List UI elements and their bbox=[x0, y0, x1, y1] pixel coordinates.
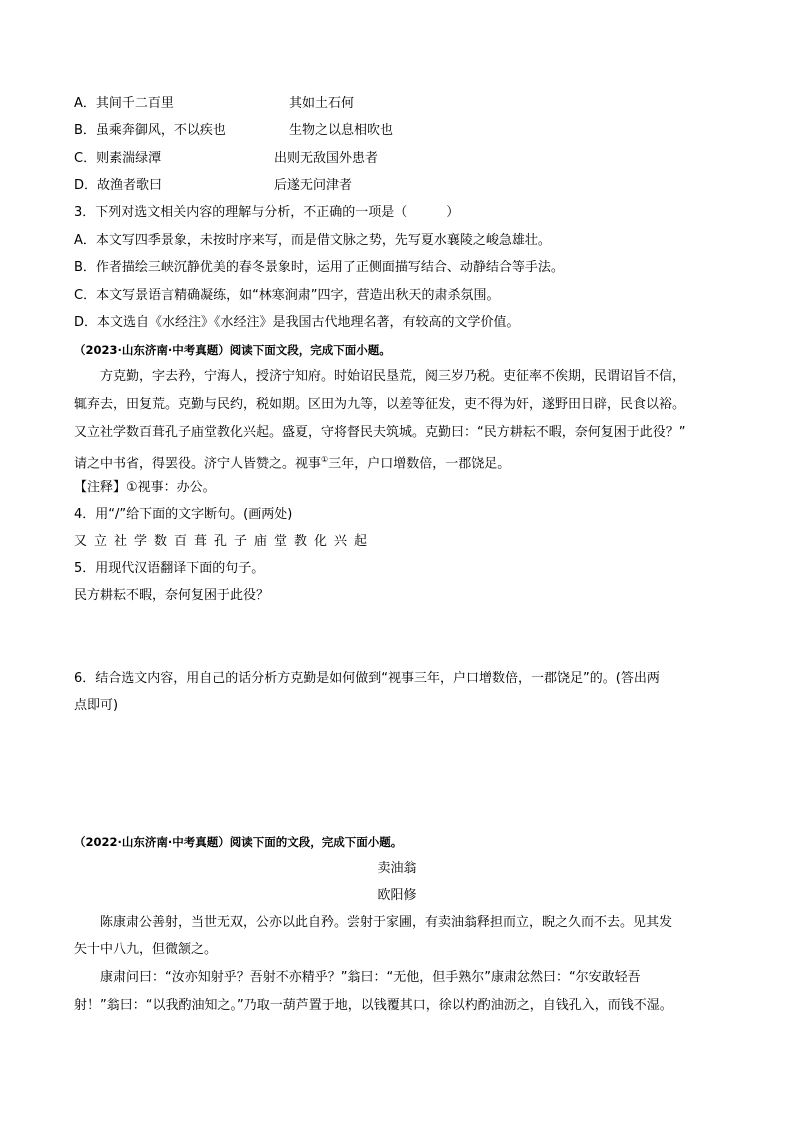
passage-2023-line-3: 又立社学数百葺孔子庙堂教化兴起。盛夏，守将督民夫筑城。克勤曰：“民方耕耘不暇，奈何复困于此役？” bbox=[74, 425, 686, 440]
q6-stem-line-1: 6．结合选文内容，用自己的话分析方克勤是如何做到“视事三年，户口增数倍，一郡饶足”的。(答出两 bbox=[74, 671, 660, 686]
passage-2023-line-4 bbox=[74, 451, 510, 473]
q3-option-a: A．本文写四季景象，未按时序来写，而是借文脉之势，先写夏水襄陵之峻急雄壮。 bbox=[74, 233, 551, 248]
section-2022-header: （2022·山东济南·中考真题）阅读下面的文段，完成下面小题。 bbox=[74, 835, 403, 849]
q4-text: 又立社学数百葺孔子庙堂教化兴起 bbox=[74, 534, 375, 549]
q2-option-c-label: C．则素湍绿潭 bbox=[74, 151, 162, 166]
q3-option-b: B．作者描绘三峡沉静优美的春冬景象时，运用了正侧面描写结合、动静结合等手法。 bbox=[74, 260, 564, 275]
q2-option-b-pair: 生物之以息相吹也 bbox=[289, 123, 394, 138]
annotation: 【注释】①视事：办公。 bbox=[74, 480, 216, 495]
q3-option-c: C．本文写景语言精确凝练，如“林寒涧肃”四字，营造出秋天的肃杀氛围。 bbox=[74, 288, 500, 303]
q5-stem: 5．用现代汉语翻译下面的句子。 bbox=[74, 561, 265, 576]
passage-2022-line-3: 康肃问曰：“汝亦知射乎？吾射不亦精乎？”翁曰：“无他，但手熟尔”康肃忿然曰：“尔安敢轻吾 bbox=[100, 970, 641, 985]
passage-title: 卖油翁 bbox=[377, 861, 417, 876]
q5-text: 民方耕耘不暇，奈何复困于此役？ bbox=[74, 588, 270, 603]
footnote-marker: ① bbox=[321, 455, 329, 464]
q2-option-b bbox=[74, 122, 394, 140]
q2-option-c-pair: 出则无敌国外患者 bbox=[274, 151, 379, 166]
passage-2023-line-4-text: 请之中书省，得罢役。济宁人皆赞之。视事 bbox=[74, 456, 322, 472]
q4-stem: 4．用“/”给下面的文字断句。(画两处) bbox=[74, 507, 293, 522]
q6-stem-line-2: 点即可) bbox=[74, 698, 119, 713]
passage-2023-line-1: 方克勤，字去矜，宁海人，授济宁知府。时始诏民垦荒，阅三岁乃税。吏征率不俟期，民谓诏旨不信， bbox=[100, 369, 686, 384]
q2-option-b-label: B．虽乘奔御风，不以疾也 bbox=[74, 123, 226, 138]
passage-2023-line-4-tail: 三年，户口增数倍，一郡饶足。 bbox=[328, 456, 511, 472]
q2-option-a bbox=[74, 95, 355, 113]
passage-author: 欧阳修 bbox=[377, 888, 417, 903]
section-2023-header: （2023·山东济南·中考真题）阅读下面文段，完成下面小题。 bbox=[74, 343, 391, 357]
passage-2022-line-2: 矢十中八九，但微颔之。 bbox=[74, 942, 218, 957]
passage-2022-line-1: 陈康肃公善射，当世无双，公亦以此自矜。尝射于家圃，有卖油翁释担而立，睨之久而不去。见其发 bbox=[100, 915, 673, 930]
passage-2023-line-2: 辄弃去，田复荒。克勤与民约，税如期。区田为九等，以差等征发，吏不得为奸，遂野田日辟，民食以裕。 bbox=[74, 397, 686, 412]
q2-option-d bbox=[74, 177, 353, 195]
q2-option-a-label: A．其间千二百里 bbox=[74, 96, 174, 111]
q2-option-c bbox=[74, 150, 379, 168]
passage-2022-line-4: 射！”翁曰：“以我酌油知之。”乃取一葫芦置于地，以钱覆其口，徐以杓酌油沥之，自钱孔入，而钱不湿。 bbox=[74, 998, 673, 1013]
q2-option-a-pair: 其如土石何 bbox=[289, 96, 355, 111]
q3-stem: 3．下列对选文相关内容的理解与分析，不正确的一项是（ ） bbox=[74, 205, 460, 220]
q3-option-d: D．本文选自《水经注》《水经注》是我国古代地理名著，有较高的文学价值。 bbox=[74, 315, 520, 330]
q2-option-d-label: D．故渔者歌曰 bbox=[74, 178, 163, 193]
q2-option-d-pair: 后遂无问津者 bbox=[274, 178, 353, 193]
